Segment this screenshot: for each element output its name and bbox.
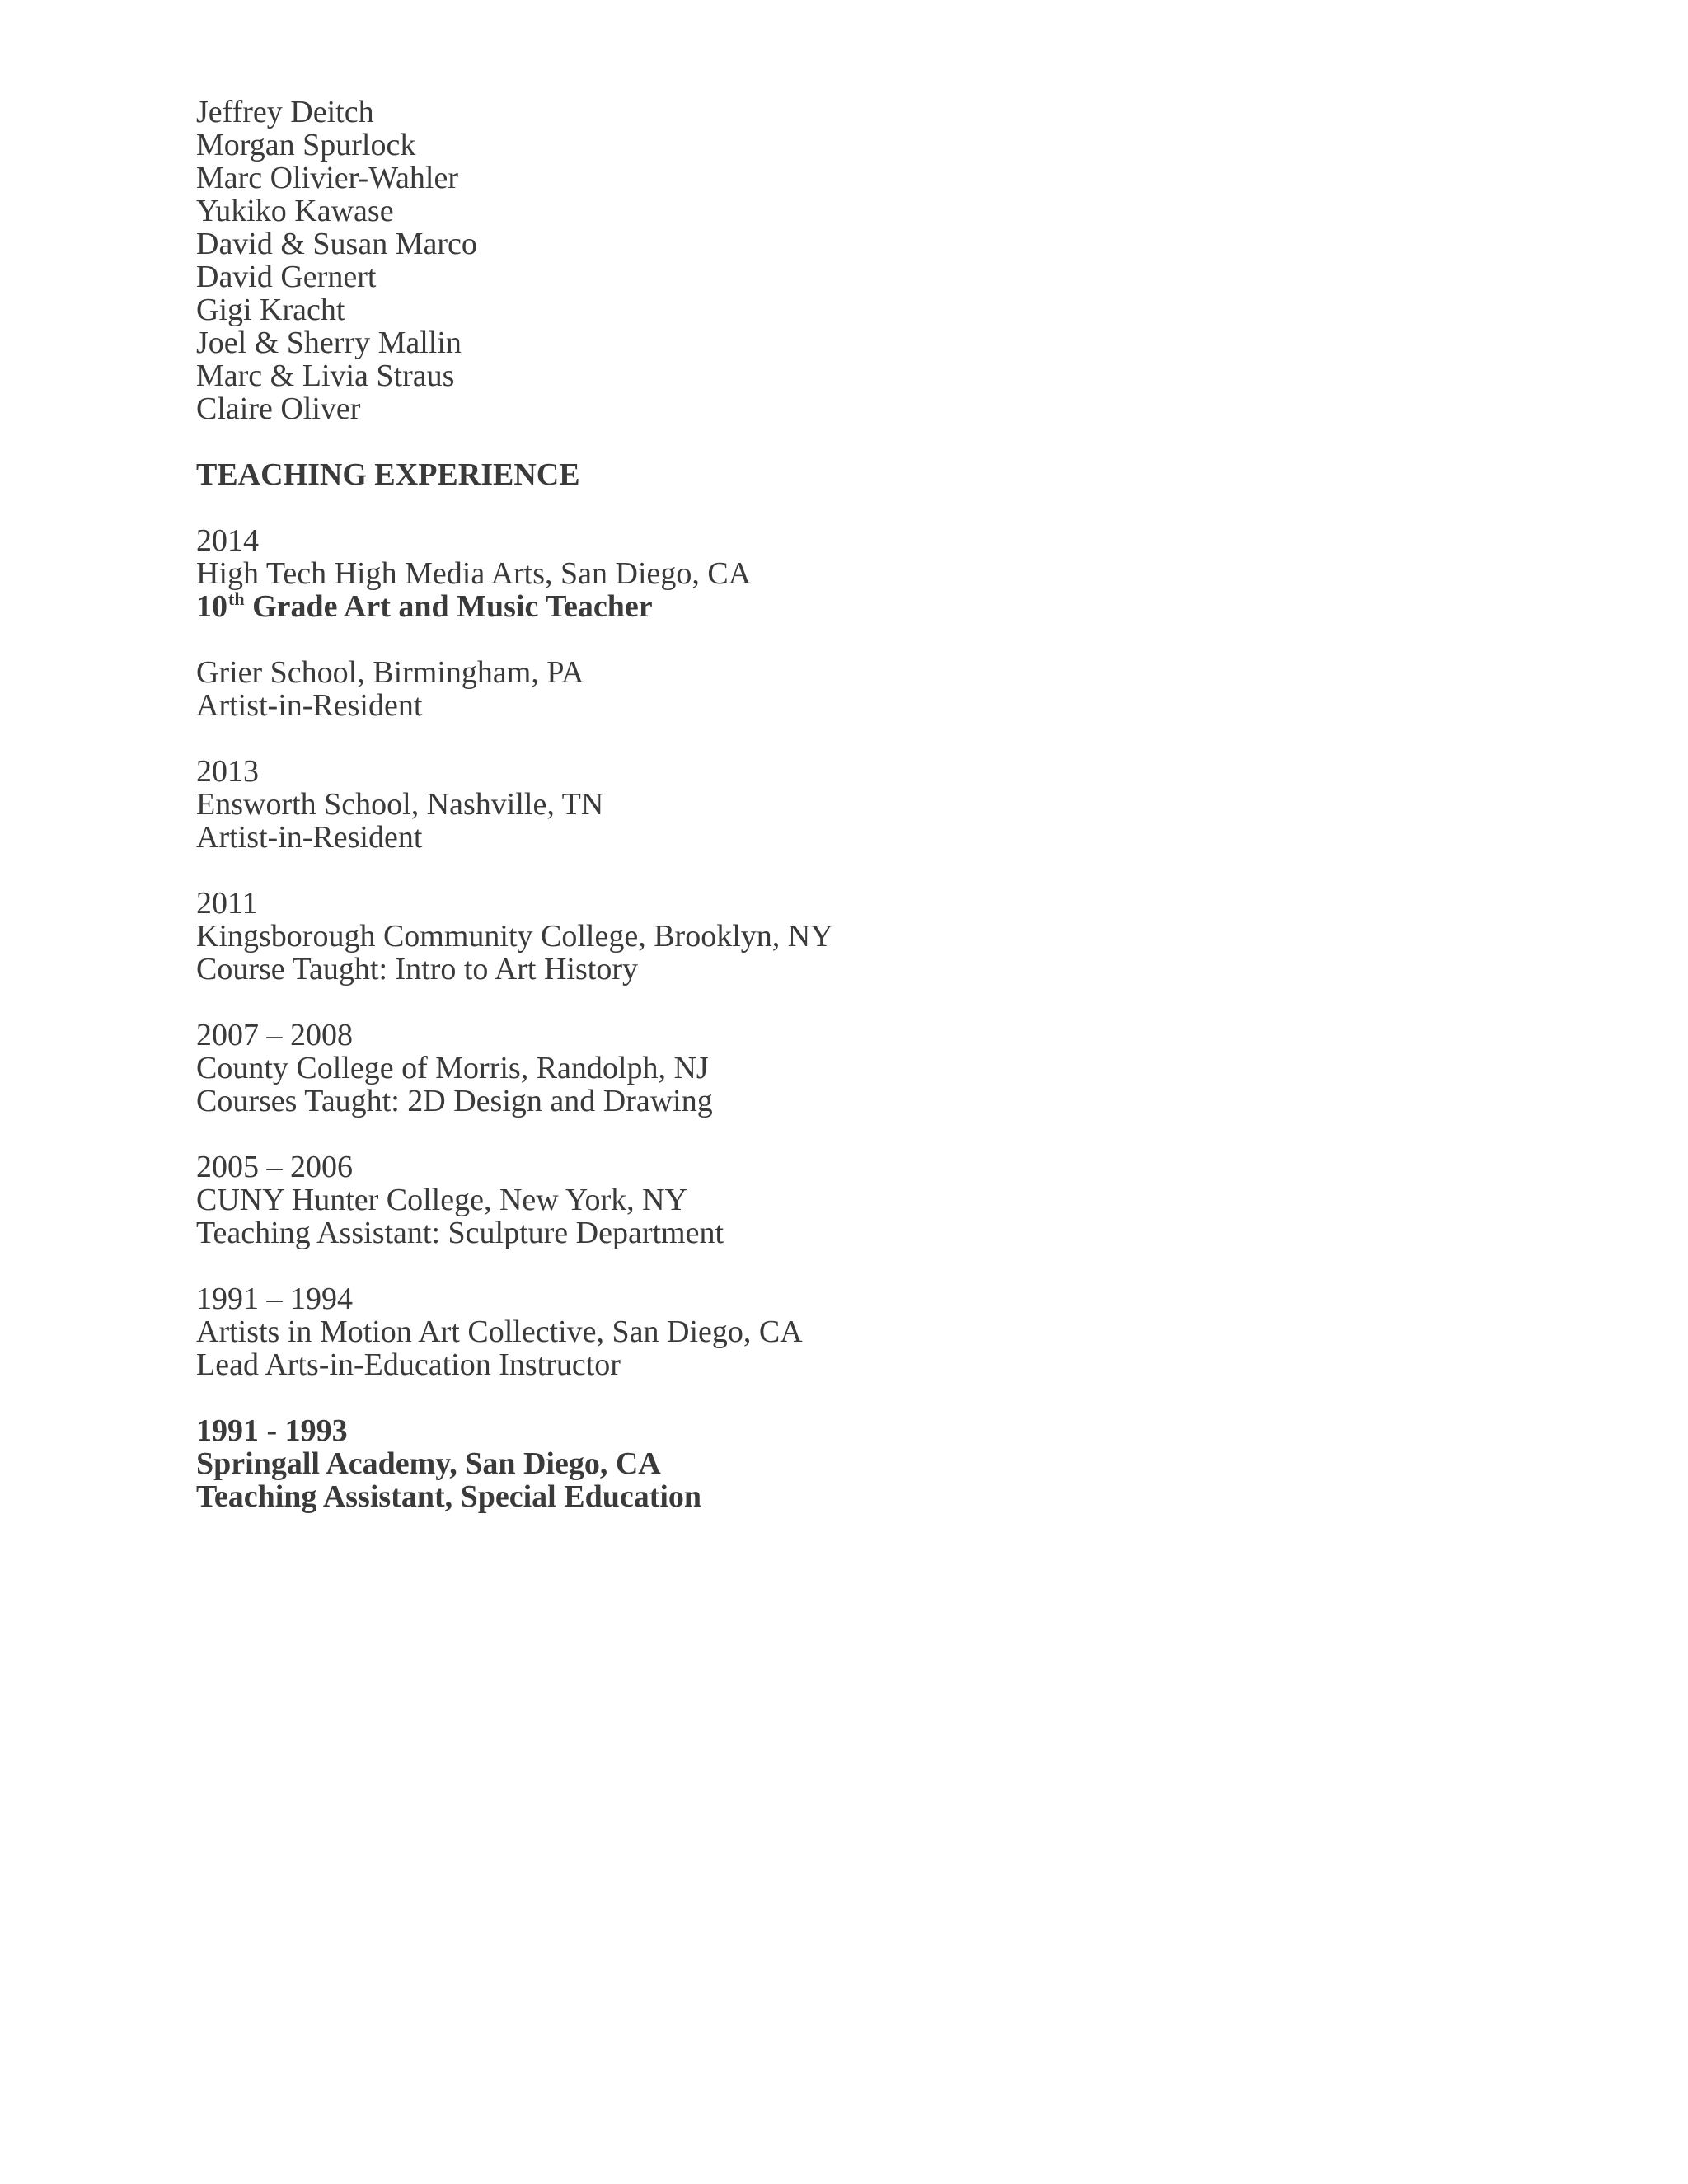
teaching-entry <box>196 1019 1597 1118</box>
entry-institution: High Tech High Media Arts, San Diego, CA <box>196 556 752 591</box>
teaching-entry <box>196 887 1597 986</box>
collector-name: Marc Olivier-Wahler <box>196 161 458 195</box>
entry-year: 2005 – 2006 <box>196 1150 353 1184</box>
entry-role: Artist-in-Resident <box>196 820 423 855</box>
collector-name: David & Susan Marco <box>196 227 477 261</box>
entry-year: 2011 <box>196 886 258 921</box>
teaching-entry <box>196 656 1597 722</box>
entry-institution: County College of Morris, Randolph, NJ <box>196 1051 709 1085</box>
entry-institution: Kingsborough Community College, Brooklyn, NY <box>196 919 833 954</box>
teaching-entry <box>196 524 1597 623</box>
resume-page <box>196 96 1597 1513</box>
entry-institution: CUNY Hunter College, New York, NY <box>196 1183 687 1217</box>
entry-institution: Artists in Motion Art Collective, San Diego, CA <box>196 1315 803 1349</box>
entry-role: Teaching Assistant, Special Education <box>196 1479 702 1514</box>
entry-institution: Springall Academy, San Diego, CA <box>196 1446 661 1481</box>
collector-name: Gigi Kracht <box>196 293 345 327</box>
teaching-entry <box>196 1282 1597 1381</box>
collector-name: Claire Oliver <box>196 391 361 426</box>
teaching-entry <box>196 1151 1597 1249</box>
section-heading-teaching-experience: TEACHING EXPERIENCE <box>196 457 580 492</box>
entry-year: 2014 <box>196 523 259 558</box>
collector-name: Marc & Livia Straus <box>196 359 455 393</box>
entry-year: 1991 – 1994 <box>196 1282 353 1316</box>
entry-role: Teaching Assistant: Sculpture Department <box>196 1216 724 1250</box>
collectors-list <box>196 96 1597 425</box>
entry-year: 1991 - 1993 <box>196 1413 348 1448</box>
entry-role <box>196 590 1597 623</box>
entry-year: 2013 <box>196 754 259 789</box>
entry-institution: Ensworth School, Nashville, TN <box>196 787 604 822</box>
entry-role: Lead Arts-in-Education Instructor <box>196 1347 621 1382</box>
entry-role-number: 10 <box>196 589 227 624</box>
entry-role: Courses Taught: 2D Design and Drawing <box>196 1084 713 1118</box>
entry-institution: Grier School, Birmingham, PA <box>196 655 584 690</box>
teaching-entry <box>196 1414 1597 1513</box>
entry-year: 2007 – 2008 <box>196 1018 353 1052</box>
collector-name: Joel & Sherry Mallin <box>196 326 462 360</box>
collector-name: Morgan Spurlock <box>196 128 416 162</box>
entry-role-text: Grade Art and Music Teacher <box>244 589 653 624</box>
collector-name: David Gernert <box>196 260 377 294</box>
entry-role: Course Taught: Intro to Art History <box>196 952 638 987</box>
entry-role-ordinal: th <box>228 588 245 609</box>
collector-name: Yukiko Kawase <box>196 194 394 228</box>
collector-name: Jeffrey Deitch <box>196 95 374 129</box>
entry-role: Artist-in-Resident <box>196 688 423 723</box>
teaching-entry <box>196 755 1597 854</box>
